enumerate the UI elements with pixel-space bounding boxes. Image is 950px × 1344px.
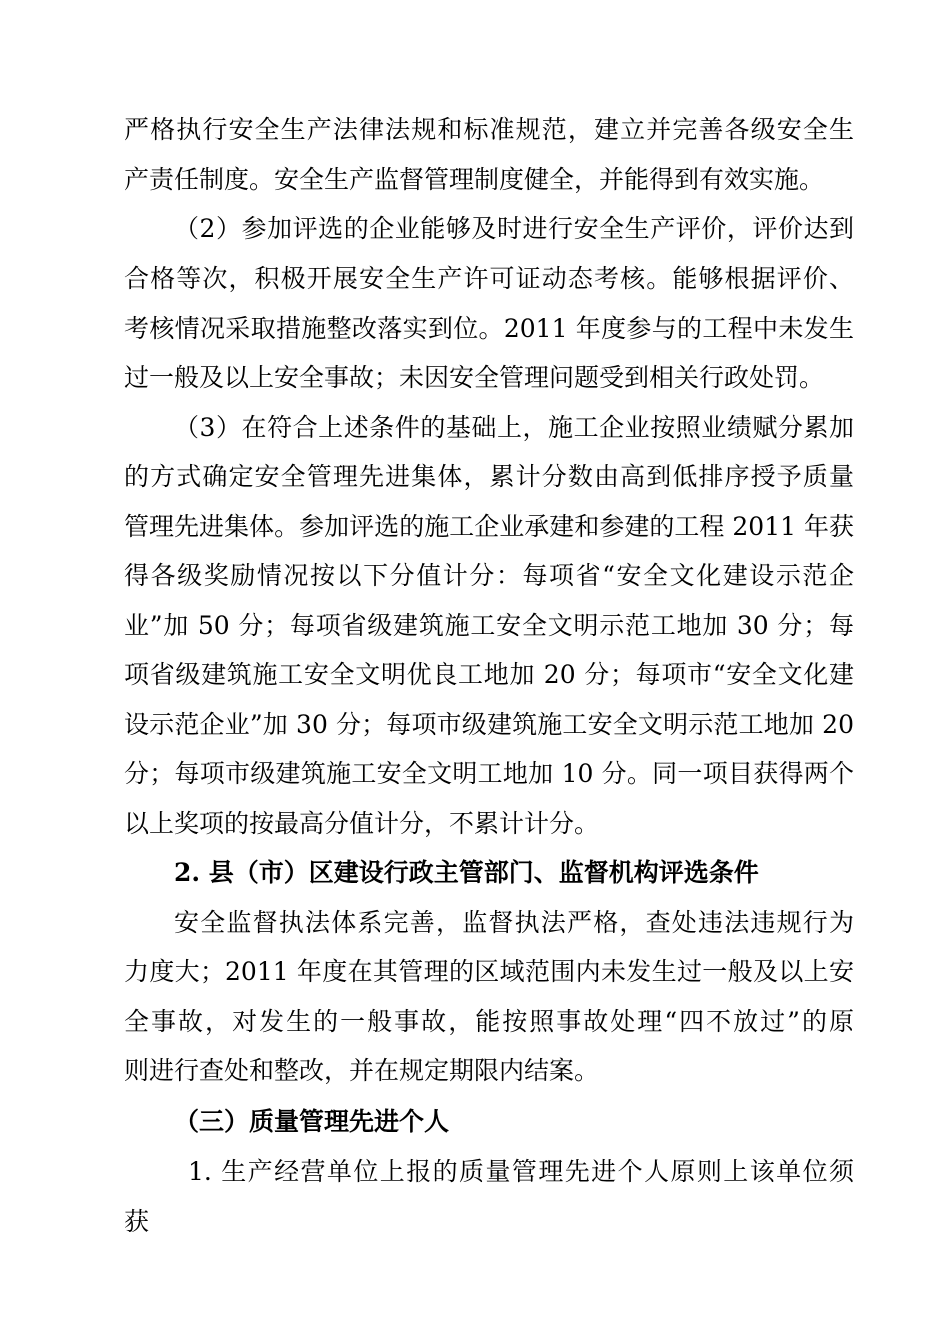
paragraph-line: （3）在符合上述条件的基础上，施工企业按照业绩赋分累加 [174, 413, 854, 442]
paragraph-line: （2）参加评选的企业能够及时进行安全生产评价，评价达到 [174, 214, 854, 243]
paragraph-line: 分；每项市级建筑施工安全文明工地加 10 分。同一项目获得两个 [124, 759, 854, 788]
paragraph-line: 则进行查处和整改，并在规定期限内结案。 [124, 1056, 600, 1085]
paragraph-line: 力度大；2011 年度在其管理的区域范围内未发生过一般及以上安 [124, 957, 854, 986]
paragraph-line: 安全监督执法体系完善，监督执法严格，查处违法违规行为 [174, 908, 854, 937]
paragraph-line: 严格执行安全生产法律法规和标准规范，建立并完善各级安全生 [124, 115, 854, 144]
paragraph-line: 得各级奖励情况按以下分值计分：每项省“安全文化建设示范企 [124, 561, 854, 590]
paragraph-line: 以上奖项的按最高分值计分，不累计计分。 [124, 809, 600, 838]
paragraph-line: 1. 生产经营单位上报的质量管理先进个人原则上该单位须 [188, 1157, 854, 1186]
section-heading: 2. 县（市）区建设行政主管部门、监督机构评选条件 [174, 858, 759, 887]
paragraph-line: 过一般及以上安全事故；未因安全管理问题受到相关行政处罚。 [124, 363, 825, 392]
paragraph-line: 产责任制度。安全生产监督管理制度健全，并能得到有效实施。 [124, 165, 825, 194]
paragraph-line: 的方式确定安全管理先进集体，累计分数由高到低排序授予质量 [124, 462, 854, 491]
paragraph-line: 项省级建筑施工安全文明优良工地加 20 分；每项市“安全文化建 [124, 660, 854, 689]
paragraph-line: 业”加 50 分；每项省级建筑施工安全文明示范工地加 30 分；每 [124, 611, 854, 640]
paragraph-line: 合格等次，积极开展安全生产许可证动态考核。能够根据评价、 [124, 264, 854, 293]
paragraph-line: 全事故，对发生的一般事故，能按照事故处理“四不放过”的原 [124, 1007, 854, 1036]
section-heading: （三）质量管理先进个人 [174, 1107, 450, 1136]
paragraph-line: 设示范企业”加 30 分；每项市级建筑施工安全文明示范工地加 20 [124, 710, 854, 739]
paragraph-line: 管理先进集体。参加评选的施工企业承建和参建的工程 2011 年获 [124, 512, 854, 541]
paragraph-line: 获 [124, 1207, 150, 1236]
paragraph-line: 考核情况采取措施整改落实到位。2011 年度参与的工程中未发生 [124, 314, 854, 343]
